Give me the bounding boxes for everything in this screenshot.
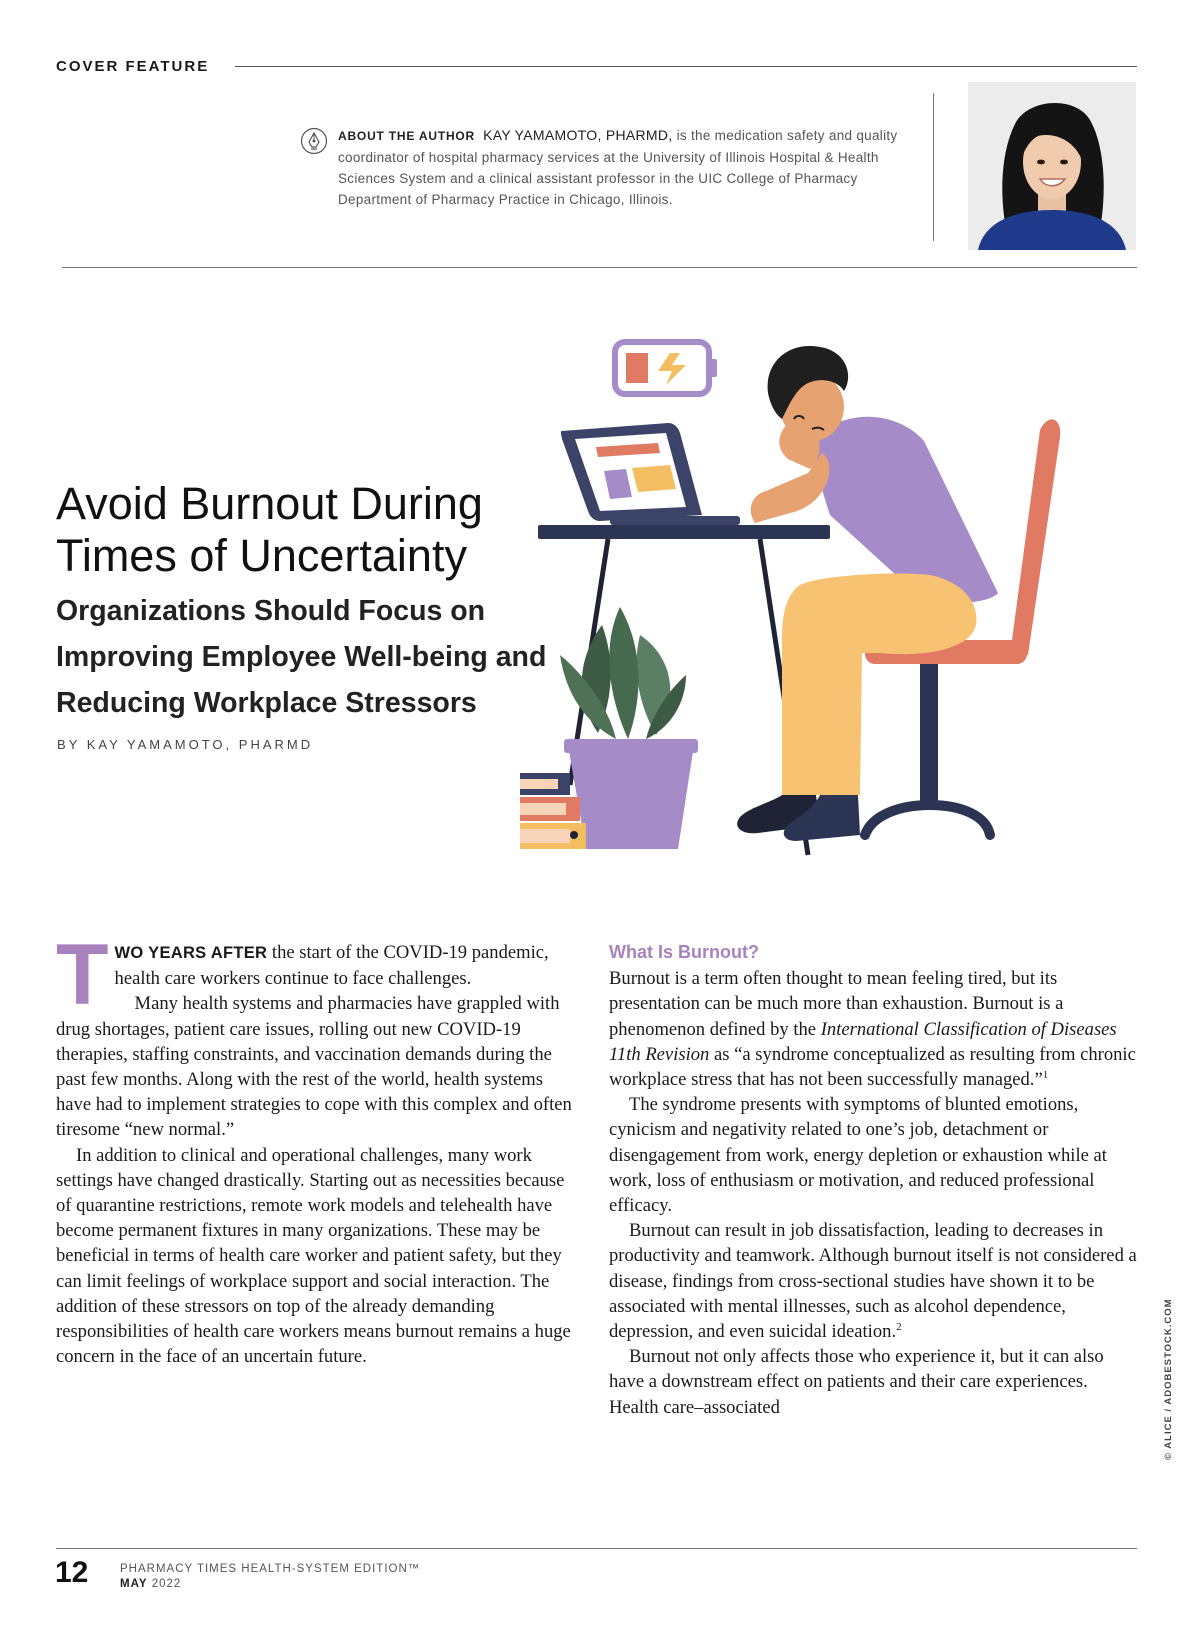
burnout-illustration [520, 335, 1120, 890]
article-title: Avoid Burnout During Times of Uncertainty [56, 478, 483, 581]
issue-year: 2022 [147, 1578, 182, 1590]
issue-month: MAY [120, 1578, 148, 1590]
laptop [561, 423, 740, 525]
reference-marker: 2 [896, 1320, 902, 1333]
author-bio [338, 125, 908, 210]
person [737, 346, 998, 841]
section-subhead: What Is Burnout? [609, 942, 759, 962]
pen-nib-icon [300, 127, 328, 155]
paragraph-text: the start of the COVID-19 pandemic, health care workers continue to face challenges. [114, 942, 549, 990]
body-column-right [609, 940, 1139, 1420]
body-paragraph [609, 1218, 1139, 1344]
body-paragraph: In addition to clinical and operational challenges, many work settings have changed drastically. Starting out as necessities because of quarantine restrictions, remote work models and telehealth have become permanent fixtures in many organizations. These may be beneficial in terms of health care worker and patient safety, but they can limit feelings of workplace support and social interaction. The addition of these stressors on top of the already demanding responsibilities of health care workers means burnout remains a huge concern in the face of an uncertain future. [56, 1144, 571, 1368]
paragraph-text: Burnout is a term often thought to mean feeling tired, but its presentation can be much more than exhaustion. Burnout is a phenomenon defined by the [609, 968, 1064, 1040]
footer-divider [56, 1548, 1137, 1549]
battery-low-icon [615, 342, 717, 394]
article-subtitle: Organizations Should Focus on Improving Employee Well-being and Reducing Workplace Stressors [56, 595, 547, 719]
header-divider [62, 267, 1137, 268]
section-label: COVER FEATURE [56, 58, 210, 75]
paragraph-text: as “a syndrome conceptualized as resulting from chronic workplace stress that has not been successfully managed.” [609, 1043, 1136, 1091]
image-credit-text: © ALICE / ADOBESTOCK.COM [1163, 1298, 1174, 1460]
image-credit [1163, 1298, 1174, 1470]
reference-marker: 1 [1042, 1068, 1049, 1081]
publication-info [120, 1562, 420, 1592]
author-box-label: ABOUT THE AUTHOR [338, 129, 476, 143]
lead-in: WO YEARS AFTER [114, 944, 268, 962]
drop-cap: T [56, 927, 109, 1023]
issue-date [120, 1577, 420, 1592]
author-photo [968, 82, 1136, 250]
body-paragraph: Burnout not only affects those who experience it, but it can also have a downstream effect on patients and their care experiences. Health care–associated [609, 1346, 1104, 1418]
author-name: KAY YAMAMOTO, PHARMD, [483, 127, 673, 143]
body-column-left [56, 927, 576, 1369]
body-paragraph [56, 927, 576, 1023]
body-paragraph: Many health systems and pharmacies have grappled with drug shortages, patient care issues, rolling out new COVID-19 therapies, staffing constraints, and vaccination demands during the past few months. Along with the rest of the world, health systems have had to implement strategies to cope with this complex and often tiresome “new normal.” [56, 993, 572, 1141]
author-bio-text: is the medication safety and quality coordinator of hospital pharmacy services at the University of Illinois Hospital & Health Sciences System and a clinical assistant professor in the UIC College of Pharmacy Department of Pharmacy Practice in Chicago, Illinois. [338, 128, 898, 207]
byline: BY KAY YAMAMOTO, PHARMD [57, 737, 314, 752]
vertical-divider [933, 93, 934, 241]
page-number: 12 [55, 1556, 89, 1589]
body-paragraph [609, 966, 1139, 1092]
body-paragraph: The syndrome presents with symptoms of blunted emotions, cynicism and negativity related to one’s job, detachment or disengagement from work, energy depletion or exhaustion while at work, loss of enthusiasm or motivation, and reduced professional efficacy. [609, 1094, 1107, 1217]
italic-title: International Classification of Diseases 11th Revision [609, 1018, 1117, 1065]
top-divider [235, 66, 1137, 67]
publication-name: PHARMACY TIMES HEALTH-SYSTEM EDITION™ [120, 1563, 421, 1575]
paragraph-text: Burnout can result in job dissatisfaction, leading to decreases in productivity and teamwork. Although burnout itself is not considered a disease, findings from cross-sectional studies have shown it to be associated with mental illnesses, such as alcohol dependence, depression, and even suicidal ideation. [609, 1220, 1137, 1343]
